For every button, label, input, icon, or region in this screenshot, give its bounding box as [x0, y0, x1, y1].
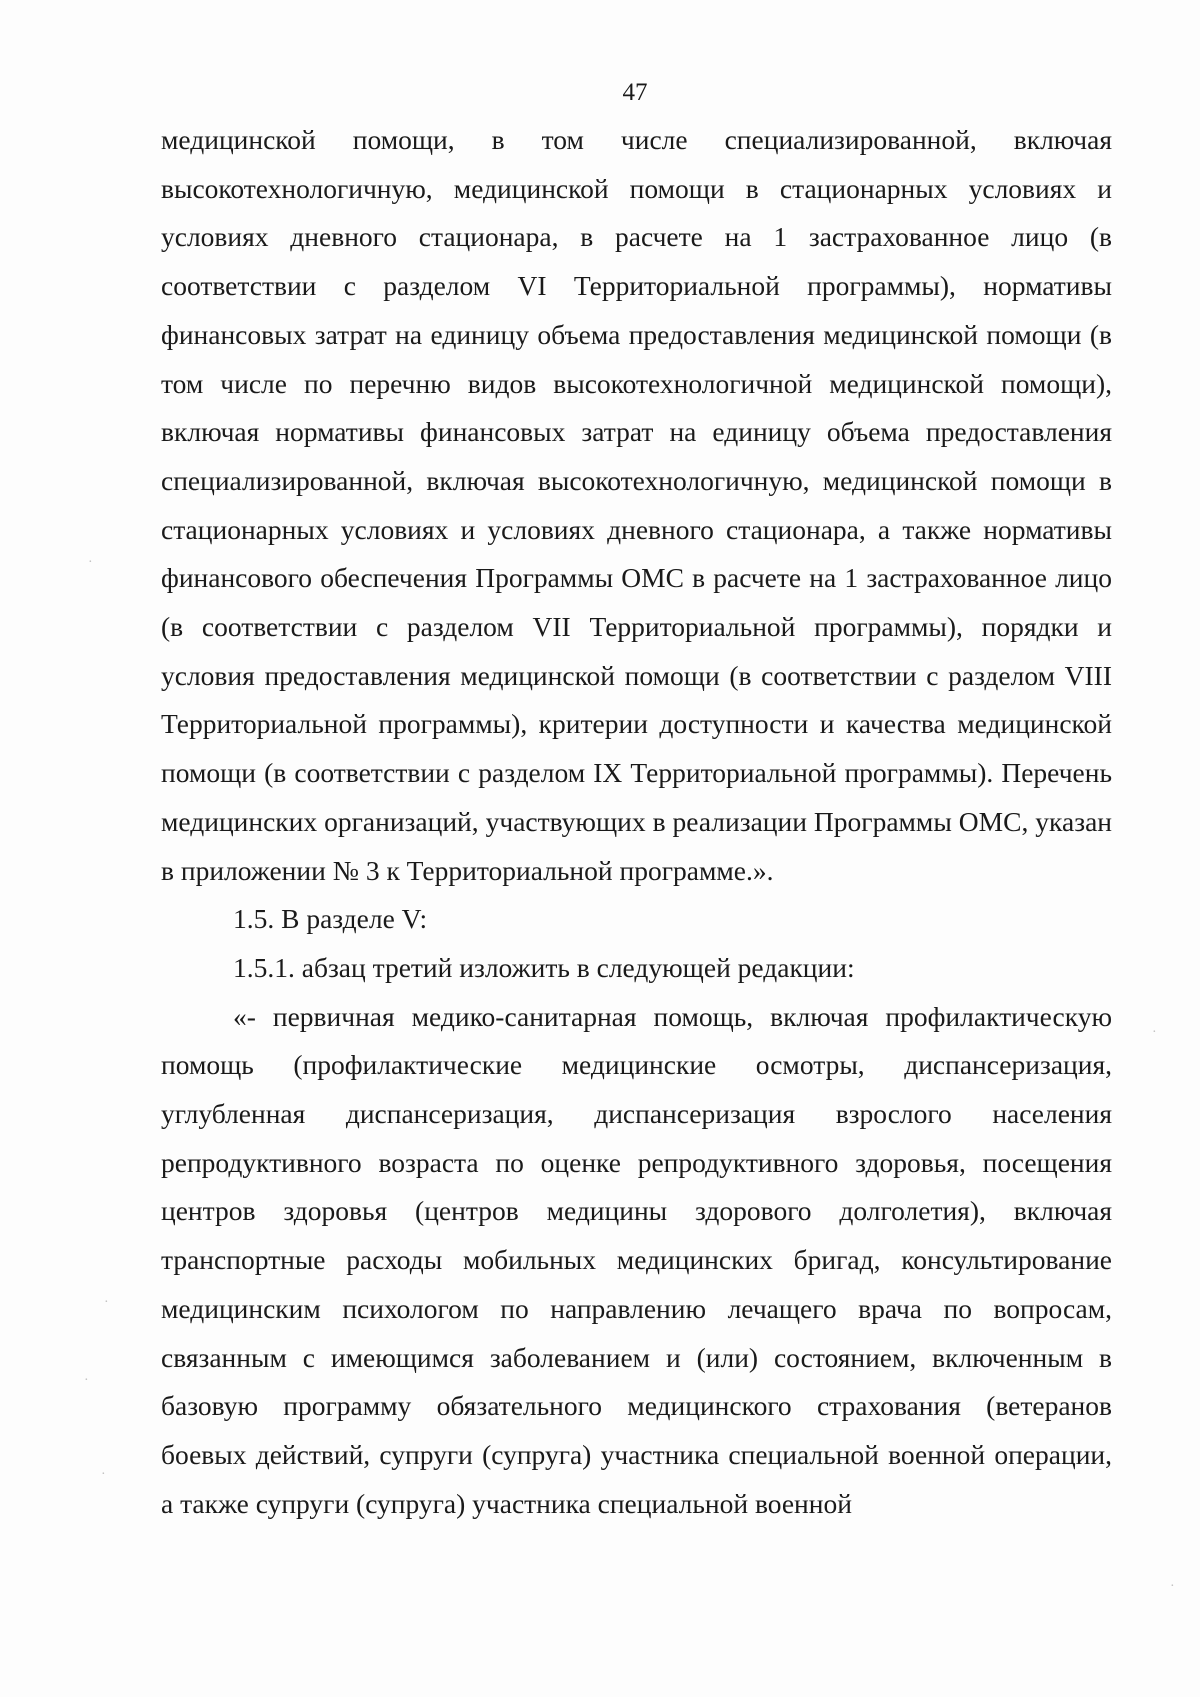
scan-speck: ·: [88, 555, 93, 570]
scan-speck: ·: [1152, 1025, 1157, 1040]
paragraph-subsection-heading: 1.5.1. абзац третий изложить в следующей редакции:: [233, 951, 855, 983]
paragraph-continuation: медицинской помощи, в том числе специализированной, включая высокотехнологичную, медицинской помощи в стационарных условиях и условиях дневного стационара, в расчете на 1 застрахованное лицо (в соответствии с разделом VI Территориальной программы), нормативы финансовых затрат на единицу объема предоставления медицинской помощи (в том числе по перечню видов высокотехнологичной медицинской помощи), включая нормативы финансовых затрат на единицу объема предоставления специализированной, включая высокотехнологичную, медицинской помощи в стационарных условиях и условиях дневного стационара, а также нормативы финансового обеспечения Программы ОМС в расчете на 1 застрахованное лицо (в соответствии с разделом VII Территориальной программы), порядки и условия предоставления медицинской помощи (в соответствии с разделом VIII Территориальной программы), критерии доступности и качества медицинской помощи (в соответствии с разделом IX Территориальной программы). Перечень медицинских организаций, участвующих в реализации Программы ОМС, указан в приложении № 3 к Территориальной программе.».: [161, 124, 1112, 886]
scan-speck: ·: [1170, 1579, 1175, 1594]
paragraph-section-heading: 1.5. В разделе V:: [233, 903, 428, 935]
paragraph-quoted-text: «- первичная медико-санитарная помощь, включая профилактическую помощь (профилактические медицинские осмотры, диспансеризация, углубленная диспансеризация, диспансеризация взрослого населения репродуктивного возраста по оценке репродуктивного здоровья, посещения центров здоровья (центров медицины здорового долголетия), включая транспортные расходы мобильных медицинских бригад, консультирование медицинским психологом по направлению лечащего врача по вопросам, связанным с имеющимся заболеванием и (или) состоянием, включенным в базовую программу обязательного медицинского страхования (ветеранов боевых действий, супруги (супруга) участника специальной военной операции, а также супруги (супруга) участника специальной военной: [161, 1000, 1112, 1519]
scan-speck: ·: [101, 1467, 106, 1482]
scan-speck: ·: [84, 1373, 89, 1388]
page-number: 47: [622, 79, 648, 106]
document-body: [161, 116, 1112, 1528]
scan-speck: ·: [104, 1295, 109, 1310]
